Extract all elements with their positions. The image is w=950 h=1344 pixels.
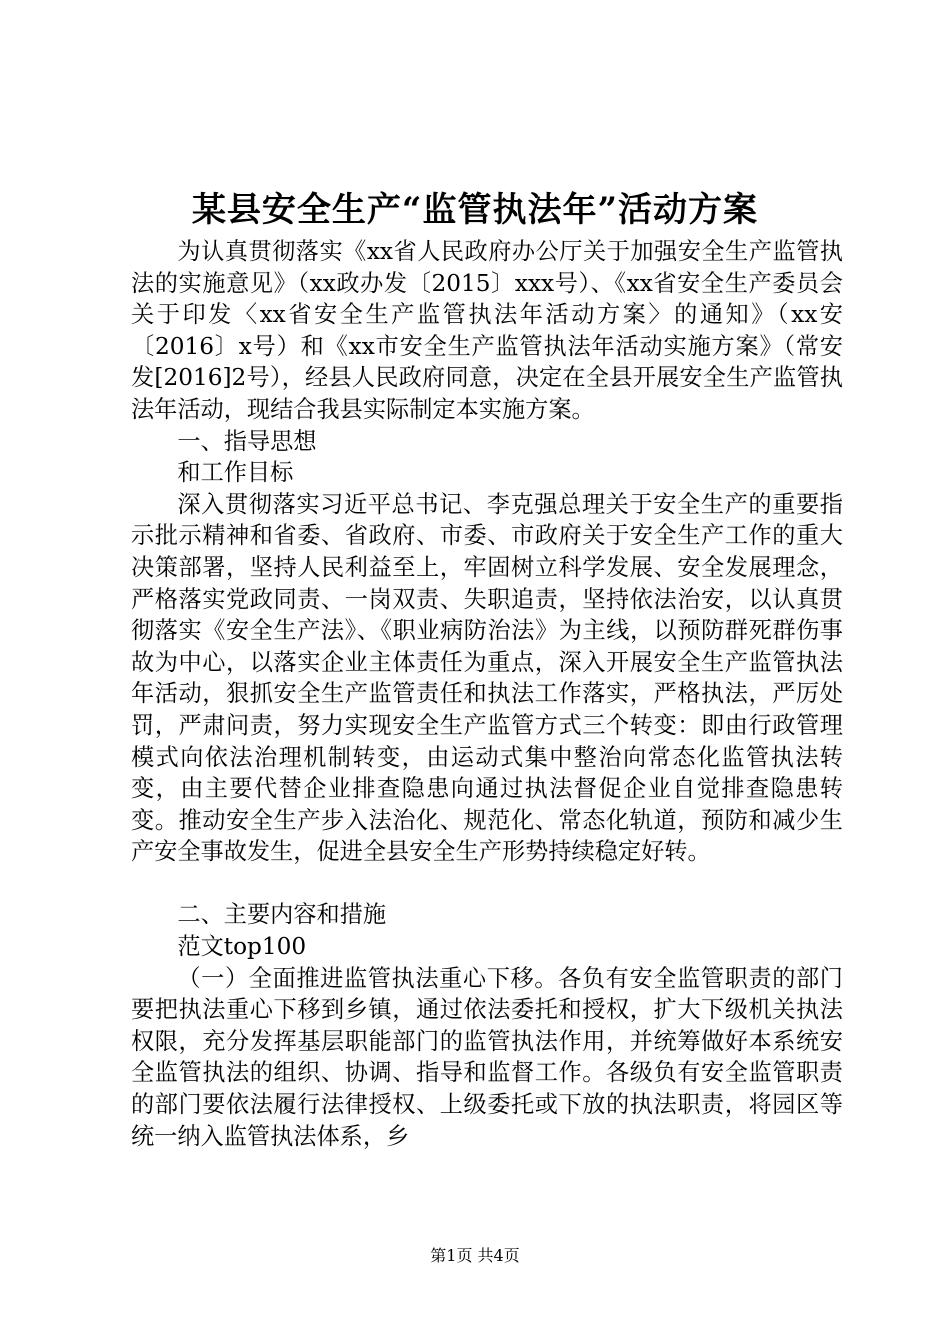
section-heading-continuation: 和工作目标: [177, 459, 294, 487]
watermark-text: 范文top100: [177, 933, 307, 961]
section-heading-main-content: 二、主要内容和措施: [177, 901, 387, 929]
section-heading-guiding-thought: 一、指导思想: [177, 427, 317, 455]
document-title: 某县安全生产“监管执法年”活动方案: [191, 190, 759, 230]
intro-paragraph: 为认真贯彻落实《xx省人民政府办公厅关于加强安全生产监管执法的实施意见》（xx政办发〔2015〕xxx号）、《xx省安全生产委员会关于印发〈xx省安全生产监管执法年活动方案〉的通知》（xx安〔2016〕x号）和《xx市安全生产监管执法年活动实施方案》（常安发[2016]2号），经县人民政府同意，决定在全县开展安全生产监管执法年活动，现结合我县实际制定本实施方案。: [131, 238, 843, 423]
measure-paragraph-1: （一）全面推进监管执法重心下移。各负有安全监管职责的部门要把执法重心下移到乡镇，通过依法委托和授权，扩大下级机关执法权限，充分发挥基层职能部门的监管执法作用，并统筹做好本系统安全监管执法的组织、协调、指导和监督工作。各级负有安全监管职责的部门要依法履行法律授权、上级委托或下放的执法职责，将园区等统一纳入监管执法体系，乡: [131, 964, 843, 1150]
document-body: [131, 236, 843, 1152]
guiding-thought-paragraph: 深入贯彻落实习近平总书记、李克强总理关于安全生产的重要指示批示精神和省委、省政府、市委、市政府关于安全生产工作的重大决策部署，坚持人民利益至上，牢固树立科学发展、安全发展理念，严格落实党政同责、一岗双责、失职追责，坚持依法治安，以认真贯彻落实《安全生产法》、《职业病防治法》为主线，以预防群死群伤事故为中心，以落实企业主体责任为重点，深入开展安全生产监管执法年活动，狠抓安全生产监管责任和执法工作落实，严格执法，严厉处罚，严肃问责，努力实现安全生产监管方式三个转变：即由行政管理模式向依法治理机制转变，由运动式集中整治向常态化监管执法转变，由主要代替企业排查隐患向通过执法督促企业自觉排查隐患转变。推动安全生产步入法治化、规范化、常态化轨道，预防和减少生产安全事故发生，促进全县安全生产形势持续稳定好转。: [131, 490, 843, 866]
page-footer: 第1页 共4页: [430, 1246, 520, 1265]
